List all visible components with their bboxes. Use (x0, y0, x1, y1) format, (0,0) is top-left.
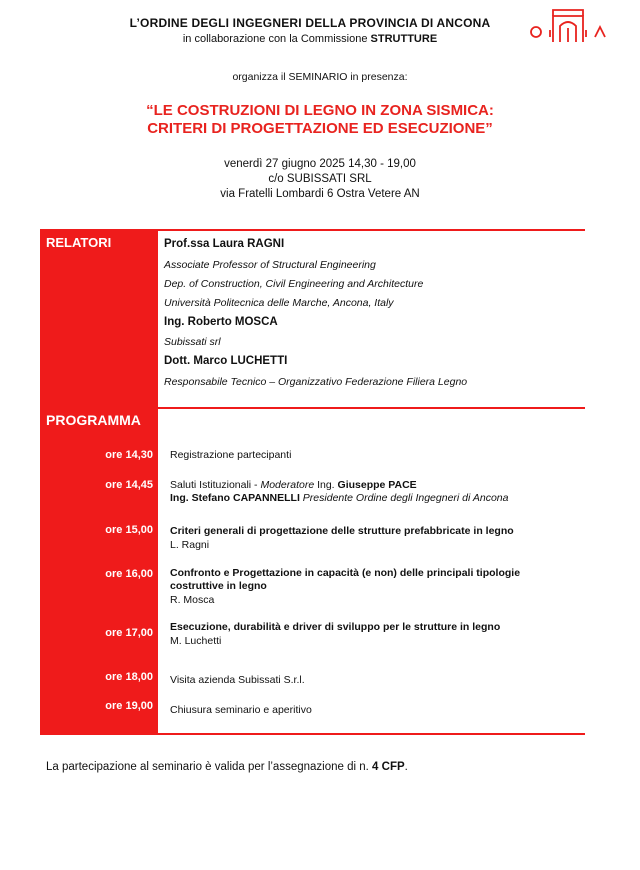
speaker-role: Università Politecnica delle Marche, Ancona, Italy (164, 297, 394, 309)
relatori-heading: RELATORI (46, 235, 112, 250)
program-time: ore 18,00 (105, 671, 153, 683)
speaker-role: Responsabile Tecnico – Organizzativo Federazione Filiera Legno (164, 376, 468, 388)
header-title: L’ORDINE DEGLI INGEGNERI DELLA PROVINCIA DI ANCONA (129, 16, 491, 30)
program-item: Criteri generali di progettazione delle strutture prefabbricate in legno L. Ragni (170, 525, 514, 551)
divider (40, 229, 585, 231)
program-time: ore 15,00 (105, 524, 153, 536)
speaker-name: Prof.ssa Laura RAGNI (164, 238, 285, 250)
program-item: Chiusura seminario e aperitivo (170, 704, 312, 716)
program-item: Visita azienda Subissati S.r.l. (170, 674, 305, 686)
speaker-role: Associate Professor of Structural Engineering (164, 259, 376, 271)
program-time: ore 17,00 (105, 627, 153, 639)
program-item: Esecuzione, durabilità e driver di sviluppo per le strutture in legno M. Luchetti (170, 621, 501, 647)
divider (40, 733, 585, 735)
intro-text: organizza il SEMINARIO in presenza: (232, 71, 408, 83)
seminar-title: “LE COSTRUZIONI DI LEGNO IN ZONA SISMICA: CRITERI DI PROGETTAZIONE ED ESECUZIONE” (146, 102, 494, 137)
header-subtitle: in collaborazione con la Commissione STRUTTURE (182, 33, 438, 45)
program-item: Registrazione partecipanti (170, 449, 292, 461)
programma-heading: PROGRAMMA (46, 412, 141, 428)
speaker-name: Dott. Marco LUCHETTI (164, 355, 288, 367)
program-time: ore 14,30 (105, 449, 153, 461)
oia-logo (527, 6, 609, 46)
program-time: ore 16,00 (105, 568, 153, 580)
program-time: ore 19,00 (105, 700, 153, 712)
speaker-name: Ing. Roberto MOSCA (164, 316, 278, 328)
program-item: Confronto e Progettazione in capacità (e non) delle principali tipologie costruttive in legno R. Mosca (170, 567, 521, 606)
speaker-role: Subissati srl (164, 336, 221, 348)
event-info (0, 157, 640, 202)
program-item: Saluti Istituzionali - Moderatore Ing. Giuseppe PACE Ing. Stefano CAPANNELLI Presidente Ordine degli Ingegneri di Ancona (170, 479, 509, 504)
footer-note: La partecipazione al seminario è valida per l’assegnazione di n. 4 CFP. (46, 761, 408, 773)
speaker-role: Dep. of Construction, Civil Engineering and Architecture (164, 278, 424, 290)
program-frame (40, 229, 585, 735)
program-time: ore 14,45 (105, 479, 153, 491)
divider (40, 407, 585, 409)
event-date: venerdì 27 giugno 2025 14,30 - 19,00 (224, 158, 416, 170)
event-address: via Fratelli Lombardi 6 Ostra Vetere AN (220, 188, 420, 200)
event-place: c/o SUBISSATI SRL (268, 173, 372, 185)
